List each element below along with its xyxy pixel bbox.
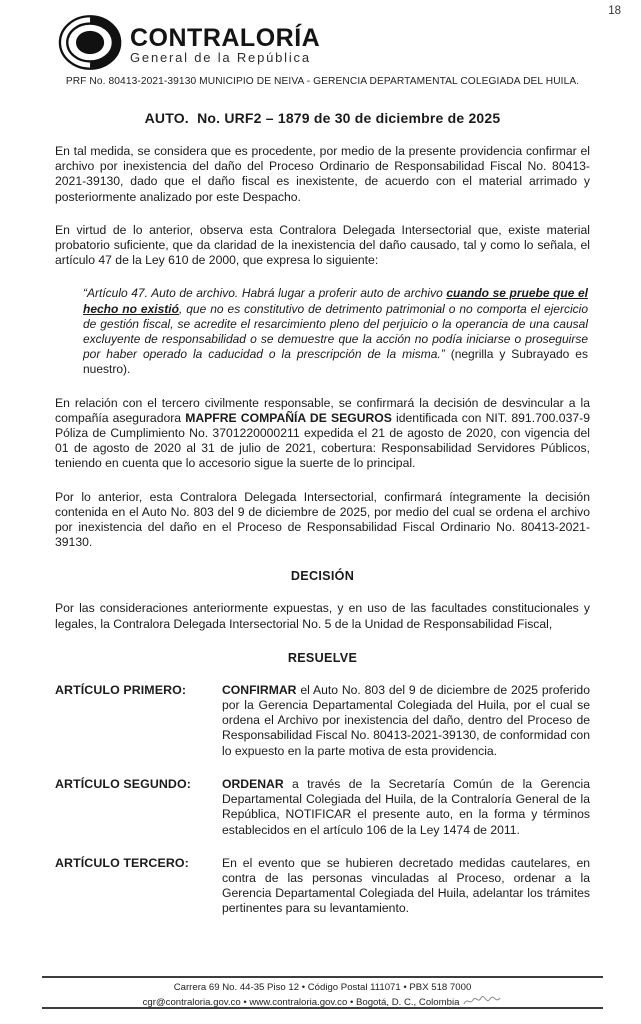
articulo-tercero-label: ARTÍCULO TERCERO: xyxy=(55,855,189,870)
signature-scribble-icon xyxy=(462,995,502,1007)
contraloria-logo-icon xyxy=(58,14,126,71)
paragraph-4: Por lo anterior, esta Contralora Delegada Intersectorial, confirmará íntegramente la decisión contenida en el Auto No. 803 del 9 de diciembre de 2025, por medio del cual se ordena el archivo por inexistencia del daño en el Proceso de Responsabilidad Fiscal Ordinario No. 80413-2021-39130. xyxy=(55,489,590,550)
articulo-primero-body: CONFIRMAR el Auto No. 803 del 9 de diciembre de 2025 proferido por la Gerencia Departamental Colegiada del Huila, por el cual se ordena el Archivo por inexistencia del daño, dentro del Proceso de Responsabilidad Fiscal No. 80413-2021-39130, de conformidad con lo expuesto en la parte motiva de esta providencia. xyxy=(222,682,590,758)
paragraph-3: En relación con el tercero civilmente responsable, se confirmará la decisión de desvincular a la compañía aseguradora MAPFRE COMPAÑÍA DE SEGUROS identificada con NIT. 891.700.037-9 Póliza de Cumplimiento No. 3701220000211 expedida el 21 de agosto de 2020, con vigencia del 01 de agosto de 2020 al 31 de julio de 2021, cobertura: Responsabilidad Servidores Públicos, teniendo en cuenta que lo accesorio sigue la suerte de lo principal. xyxy=(55,395,590,471)
brand-title: CONTRALORÍA xyxy=(130,23,321,52)
articulo-tercero-body: En el evento que se hubieren decretado medidas cautelares, en contra de las personas vinculadas al Proceso, ordenar a la Gerencia Departamental Colegiada del Huila, adelantar los trámites pertinentes para su levantamiento. xyxy=(222,855,590,916)
page-number: 18 xyxy=(608,5,621,17)
document-title: AUTO. No. URF2 – 1879 de 30 de diciembre de 2025 xyxy=(144,110,501,126)
articulo-segundo-body: ORDENAR a través de la Secretaría Común de la Gerencia Departamental Colegiada del Huila, de la Contraloría General de la República, NOTIFICAR el presente auto, en la forma y términos establecidos en el artículo 106 de la Ley 1474 de 2011. xyxy=(222,776,590,837)
document-content xyxy=(0,14,641,917)
paragraph-5: Por las consideraciones anteriormente expuestas, y en uso de las facultades constitucionales y legales, la Contralora Delegada Intersectorial No. 5 de la Unidad de Responsabilidad Fiscal, xyxy=(55,601,590,631)
articulo-tercero xyxy=(55,856,590,917)
brand-subtitle: General de la República xyxy=(130,49,311,65)
articulo-segundo xyxy=(55,777,590,838)
paragraph-1: En tal medida, se considera que es procedente, por medio de la presente providencia confirmar el archivo por inexistencia del daño del Proceso Ordinario de Responsabilidad Fiscal No. 80413-2021-39130, dado que el daño fiscal es inexistente, de acuerdo con el material arrimado y posteriormente analizado por este Despacho. xyxy=(55,144,590,204)
page-footer xyxy=(42,976,603,1009)
footer-bottom-rule xyxy=(42,1007,603,1009)
letterhead xyxy=(58,14,590,71)
articulo-primero xyxy=(55,683,590,759)
article-47-quote: “Artículo 47. Auto de archivo. Habrá lugar a proferir auto de archivo cuando se pruebe que el hecho no existió, que no es constitutivo de detrimento patrimonial o no comporta el ejercicio de gestión fiscal, se acredite el resarcimiento pleno del perjuicio o la operancia de una causal excluyente de responsabilidad o se demuestre que la acción no podía iniciarse o proseguirse por haber operado la caducidad o la prescripción de la misma.” (negrilla y Subrayado es nuestro). xyxy=(83,286,588,377)
resuelve-heading: RESUELVE xyxy=(287,650,358,665)
articulo-segundo-label: ARTÍCULO SEGUNDO: xyxy=(55,776,191,791)
footer-contact-text: cgr@contraloria.gov.co • www.contraloria.gov.co • Bogotá, D. C., Colombia xyxy=(142,996,460,1008)
paragraph-2: En virtud de lo anterior, observa esta Contralora Delegada Intersectorial que, existe material probatorio suficiente, que da claridad de la inexistencia del daño causado, tal y como lo señala, el artículo 47 de la Ley 610 de 2000, que expresa lo siguiente: xyxy=(55,222,590,268)
decision-heading: DECISIÓN xyxy=(290,569,355,584)
footer-address-line: Carrera 69 No. 44-35 Piso 12 • Código Postal 111071 • PBX 518 7000 xyxy=(173,982,472,993)
brand-text xyxy=(130,20,320,66)
articulo-primero-label: ARTÍCULO PRIMERO: xyxy=(55,682,187,697)
prf-reference-line: PRF No. 80413-2021-39130 MUNICIPIO DE NEIVA - GERENCIA DEPARTAMENTAL COLEGIADA DEL HUILA. xyxy=(65,76,580,87)
